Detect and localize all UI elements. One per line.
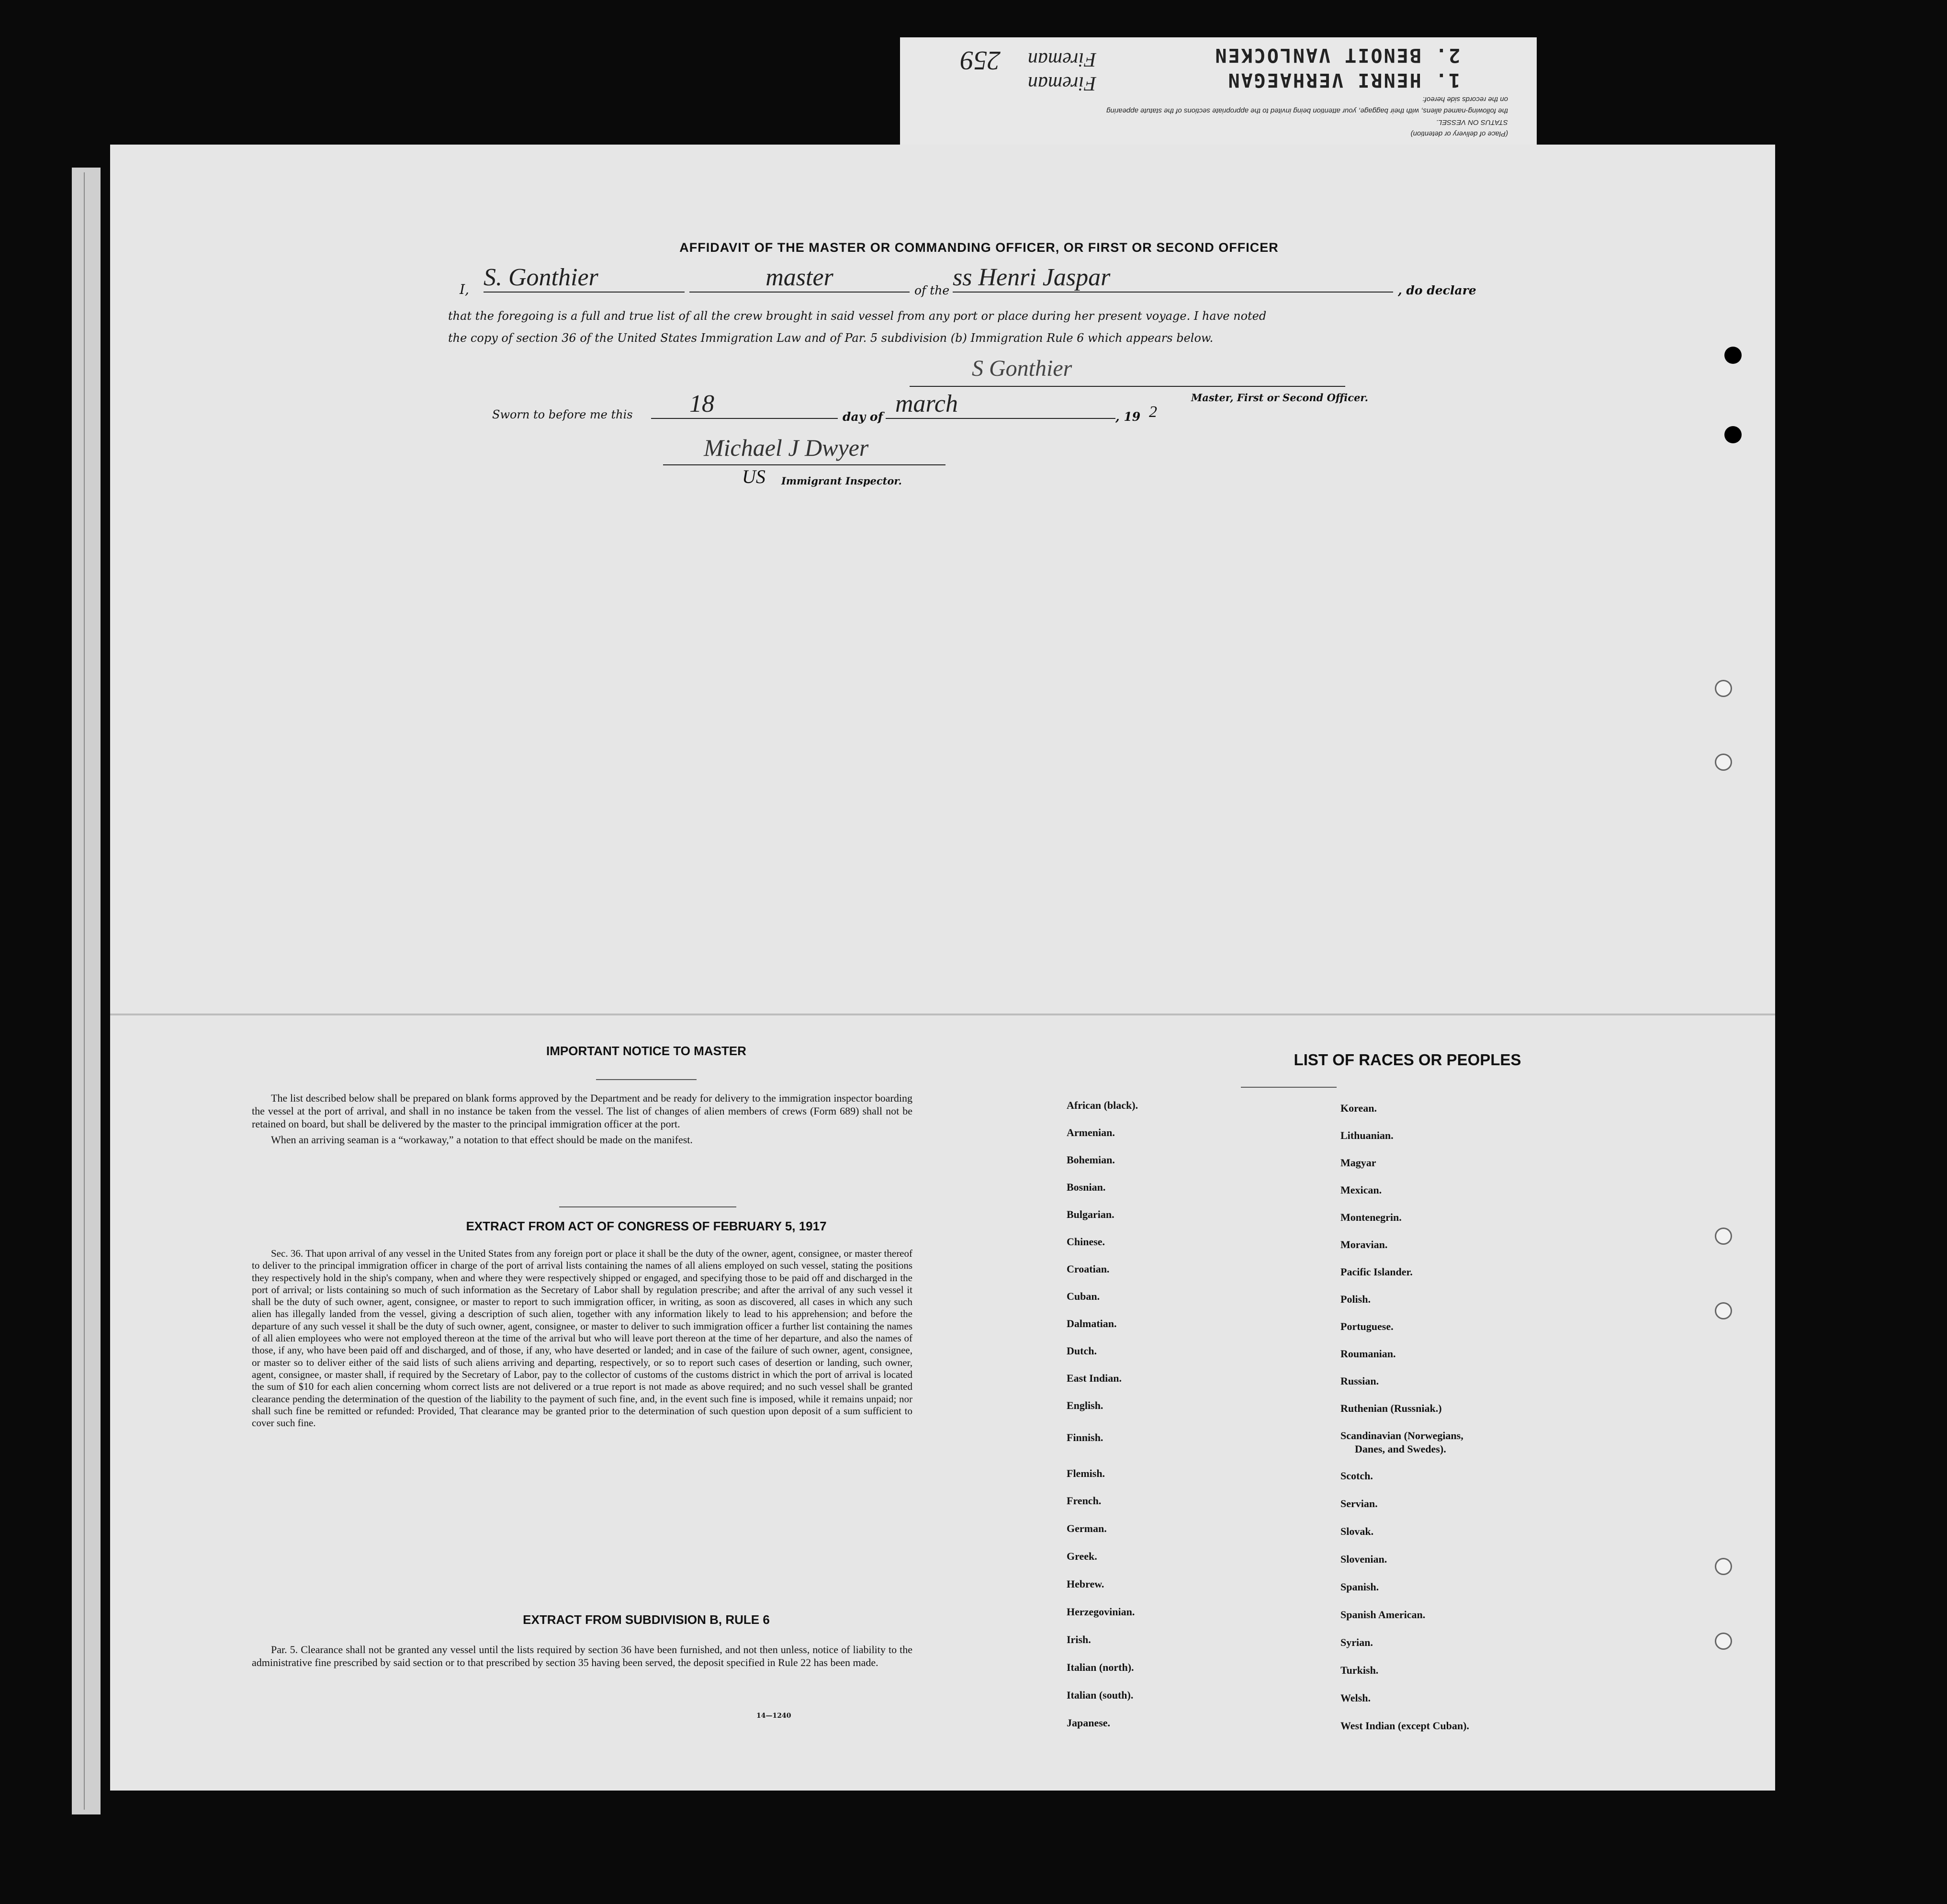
race-entry: French.: [1067, 1495, 1102, 1507]
back-sheet-rule: [84, 172, 85, 1810]
race-entry: Armenian.: [1067, 1127, 1115, 1138]
tag-number: 259: [960, 45, 1001, 75]
punch-hole-icon: [1715, 1302, 1732, 1319]
vessel-name-handwritten: ss Henri Jaspar: [953, 263, 1393, 293]
inspector-label: Immigrant Inspector.: [781, 475, 902, 487]
race-entry: Mexican.: [1340, 1184, 1382, 1196]
race-entry: Magyar: [1340, 1157, 1376, 1169]
race-entry: Roumanian.: [1340, 1348, 1396, 1360]
affidavit-line-2: that the foregoing is a full and true list of all the crew brought in said vessel from any port or place during her present voyage. I have noted: [448, 309, 1267, 323]
race-entry: English.: [1067, 1399, 1103, 1411]
sworn-year-handwritten: 2: [1149, 403, 1157, 421]
tag-line-status: STATUS ON VESSEL.: [1436, 118, 1508, 126]
sworn-year-prefix: , 19: [1115, 410, 1141, 424]
race-entry: Greek.: [1067, 1550, 1097, 1562]
race-entry: Montenegrin.: [1340, 1211, 1402, 1223]
par-5-paragraph: Par. 5. Clearance shall not be granted any vessel until the lists required by section 36 have been furnished, and not then unless, notice of liability to the administrative fine prescribed by said section or to that prescribed by section 35 having been served, the deposit specified in Rule 22 has been made.: [252, 1644, 912, 1668]
race-entry: Flemish.: [1067, 1467, 1105, 1479]
sworn-month-handwritten: march: [886, 390, 1115, 419]
form-number: 14—1240: [756, 1712, 791, 1720]
master-signature-label: Master, First or Second Officer.: [1191, 392, 1368, 404]
race-entry: Russian.: [1340, 1375, 1379, 1387]
race-entry: Bulgarian.: [1067, 1208, 1114, 1220]
race-entry: Pacific Islander.: [1340, 1266, 1413, 1278]
notice-paragraph-2: When an arriving seaman is a “workaway,” a notation to that effect should be made on the manifest.: [271, 1134, 693, 1146]
race-entry: Finnish.: [1067, 1431, 1103, 1443]
race-entry: Ruthenian (Russniak.): [1340, 1402, 1442, 1414]
sworn-day-handwritten: 18: [651, 390, 838, 419]
race-entry: Italian (south).: [1067, 1689, 1134, 1701]
par-5-text: [252, 1643, 912, 1672]
tag-line-place: (Place of delivery or detention): [1410, 130, 1508, 138]
affidavit-line-3: the copy of section 36 of the United States Immigration Law and of Par. 5 subdivision (b) Immigration Rule 6 which appears below.: [448, 331, 1214, 345]
race-entry: Spanish.: [1340, 1581, 1379, 1593]
affidavit-of-the: of the: [914, 283, 950, 297]
affidavit-title: AFFIDAVIT OF THE MASTER OR COMMANDING OFFICER, OR FIRST OR SECOND OFFICER: [679, 240, 1279, 255]
affidavit-i-label: I,: [460, 282, 469, 297]
race-entry: Scandinavian (Norwegians,: [1340, 1430, 1463, 1442]
master-signature-line: [910, 386, 1345, 387]
inspector-initials: US: [742, 466, 765, 487]
race-entry: Bohemian.: [1067, 1154, 1115, 1166]
tag-handwritten-status-1: Fireman: [1027, 72, 1096, 94]
tag-line-attention: the following-named aliens, with their baggage, your attention being invited to the appropriate sections of the statute appearing: [1106, 107, 1508, 115]
notice-body: [252, 1092, 912, 1149]
race-entry: Irish.: [1067, 1634, 1091, 1645]
notice-rule: [596, 1079, 697, 1080]
sworn-label: Sworn to before me this: [492, 408, 633, 421]
race-entry: East Indian.: [1067, 1372, 1122, 1384]
race-entry: Italian (north).: [1067, 1661, 1134, 1673]
punch-hole-icon: [1715, 754, 1732, 771]
tag-alien-1: 1. HENRI VERHAEGAN: [1227, 69, 1460, 91]
punch-hole-icon: [1715, 680, 1732, 697]
race-entry: Lithuanian.: [1340, 1129, 1394, 1141]
race-entry: Dalmatian.: [1067, 1318, 1117, 1329]
race-entry: Moravian.: [1340, 1239, 1388, 1251]
race-entry: Turkish.: [1340, 1664, 1379, 1676]
punch-hole-icon: [1724, 347, 1742, 364]
extract-rule: [559, 1206, 736, 1207]
race-entry: Hebrew.: [1067, 1578, 1104, 1590]
race-entry: German.: [1067, 1522, 1107, 1534]
race-entry: Spanish American.: [1340, 1609, 1426, 1621]
section-36-text: [252, 1248, 912, 1432]
race-entry: Syrian.: [1340, 1636, 1373, 1648]
punch-hole-icon: [1724, 426, 1742, 443]
punch-hole-icon: [1715, 1633, 1732, 1650]
race-entry: Servian.: [1340, 1498, 1378, 1510]
page-fold: [110, 1014, 1775, 1015]
notice-paragraph-1: The list described below shall be prepared on blank forms approved by the Department and be ready for delivery to the immigration inspector boarding the vessel at the port of arrival, and shall in no instance be taken from the vessel. The list of changes of alien members of crews (Form 689) shall not be retained on board, but shall be delivered by the master to the principal immigration officer at the port.: [252, 1092, 912, 1130]
race-entry: Herzegovinian.: [1067, 1606, 1135, 1618]
race-entry: Croatian.: [1067, 1263, 1110, 1275]
race-entry: Slovenian.: [1340, 1553, 1387, 1565]
back-sheet-edge: [72, 168, 101, 1814]
manifest-page: [110, 145, 1775, 1791]
affidavit-do-declare: , do declare: [1398, 283, 1476, 297]
tag-handwritten-status-2: Fireman: [1027, 48, 1096, 70]
race-entry: Polish.: [1340, 1293, 1371, 1305]
race-entry: Bosnian.: [1067, 1181, 1106, 1193]
race-entry: West Indian (except Cuban).: [1340, 1720, 1469, 1732]
notice-title: IMPORTANT NOTICE TO MASTER: [546, 1044, 746, 1058]
master-name-handwritten: S. Gonthier: [484, 263, 685, 293]
race-entry: Japanese.: [1067, 1717, 1111, 1729]
race-entry: African (black).: [1067, 1099, 1138, 1111]
race-entry: Dutch.: [1067, 1345, 1097, 1357]
sworn-day-of: day of: [843, 410, 883, 424]
race-entry: Scotch.: [1340, 1470, 1373, 1482]
punch-hole-icon: [1715, 1558, 1732, 1575]
races-title: LIST OF RACES OR PEOPLES: [1294, 1051, 1521, 1069]
master-signature: S Gonthier: [972, 356, 1072, 381]
extract-congress-title: EXTRACT FROM ACT OF CONGRESS OF FEBRUARY 5, 1917: [466, 1219, 827, 1233]
inspector-signature: Michael J Dwyer: [704, 434, 869, 461]
section-36-paragraph: Sec. 36. That upon arrival of any vessel in the United States from any foreign port or place it shall be the duty of the owner, agent, consignee, or master thereof to deliver to the principal immigration officer in charge of the port of arrival lists containing the names of all aliens employed on such vessel, stating the positions they respectively hold in the ship's company, when and where they were respectively shipped or engaged, and specifying those to be paid off and discharged in the port of arrival; or lists containing so much of such information as the Secretary of Labor shall by regulation prescribe; and after the arrival of any such vessel it shall be the duty of such owner, agent, consignee, or master to report to such immigration officer, in writing, as soon as discovered, all cases in which any such alien has illegally landed from the vessel, giving a description of such alien, together with any information likely to lead to his apprehension; and before the departure of any such vessel it shall be the duty of such owner, agent, consignee, or master to deliver to such immigration officer a further list containing the names of all alien employees who were not employed thereon at the time of the arrival but who will leave port thereon at the time of her departure, and also the names of those, if any, who have been paid off and discharged, and of those, if any, who have deserted or landed; and in case of the failure of such owner, agent, consignee, or master so to deliver either of the said lists of such aliens arriving and departing, respectively, or so to report such cases of desertion or landing, such owner, agent, consignee, or master shall, if required by the Secretary of Labor, pay to the collector of customs of the customs district in which the port of arrival is located the sum of $10 for each alien concerning whom correct lists are not delivered or a true report is not made as above required; and no such vessel shall be granted clearance pending the determination of the question of the liability to the payment of such fine, and, in the event such fine is imposed, while it remains unpaid; nor shall such fine be remitted or refunded: Provided, That clearance may be granted prior to the determination of such question upon deposit of a sum sufficient to cover such fine.: [252, 1248, 912, 1429]
tag-alien-2: 2. BENOIT VANLOCKEN: [1214, 44, 1460, 66]
race-entry: Slovak.: [1340, 1525, 1374, 1537]
attached-alien-tag: [900, 37, 1537, 147]
master-role-handwritten: master: [689, 263, 910, 293]
race-entry: Welsh.: [1340, 1692, 1371, 1704]
races-rule: [1241, 1087, 1337, 1088]
race-entry: Portuguese.: [1340, 1320, 1394, 1332]
race-entry: Cuban.: [1067, 1290, 1100, 1302]
punch-hole-icon: [1715, 1228, 1732, 1245]
inspector-signature-line: [663, 464, 945, 465]
extract-rule6-title: EXTRACT FROM SUBDIVISION B, RULE 6: [523, 1612, 770, 1627]
race-entry: Chinese.: [1067, 1236, 1105, 1248]
tag-line-records: on the records side hereof:: [1422, 95, 1508, 103]
race-entry: Korean.: [1340, 1102, 1377, 1114]
race-entry-continuation: Danes, and Swedes).: [1355, 1443, 1446, 1455]
